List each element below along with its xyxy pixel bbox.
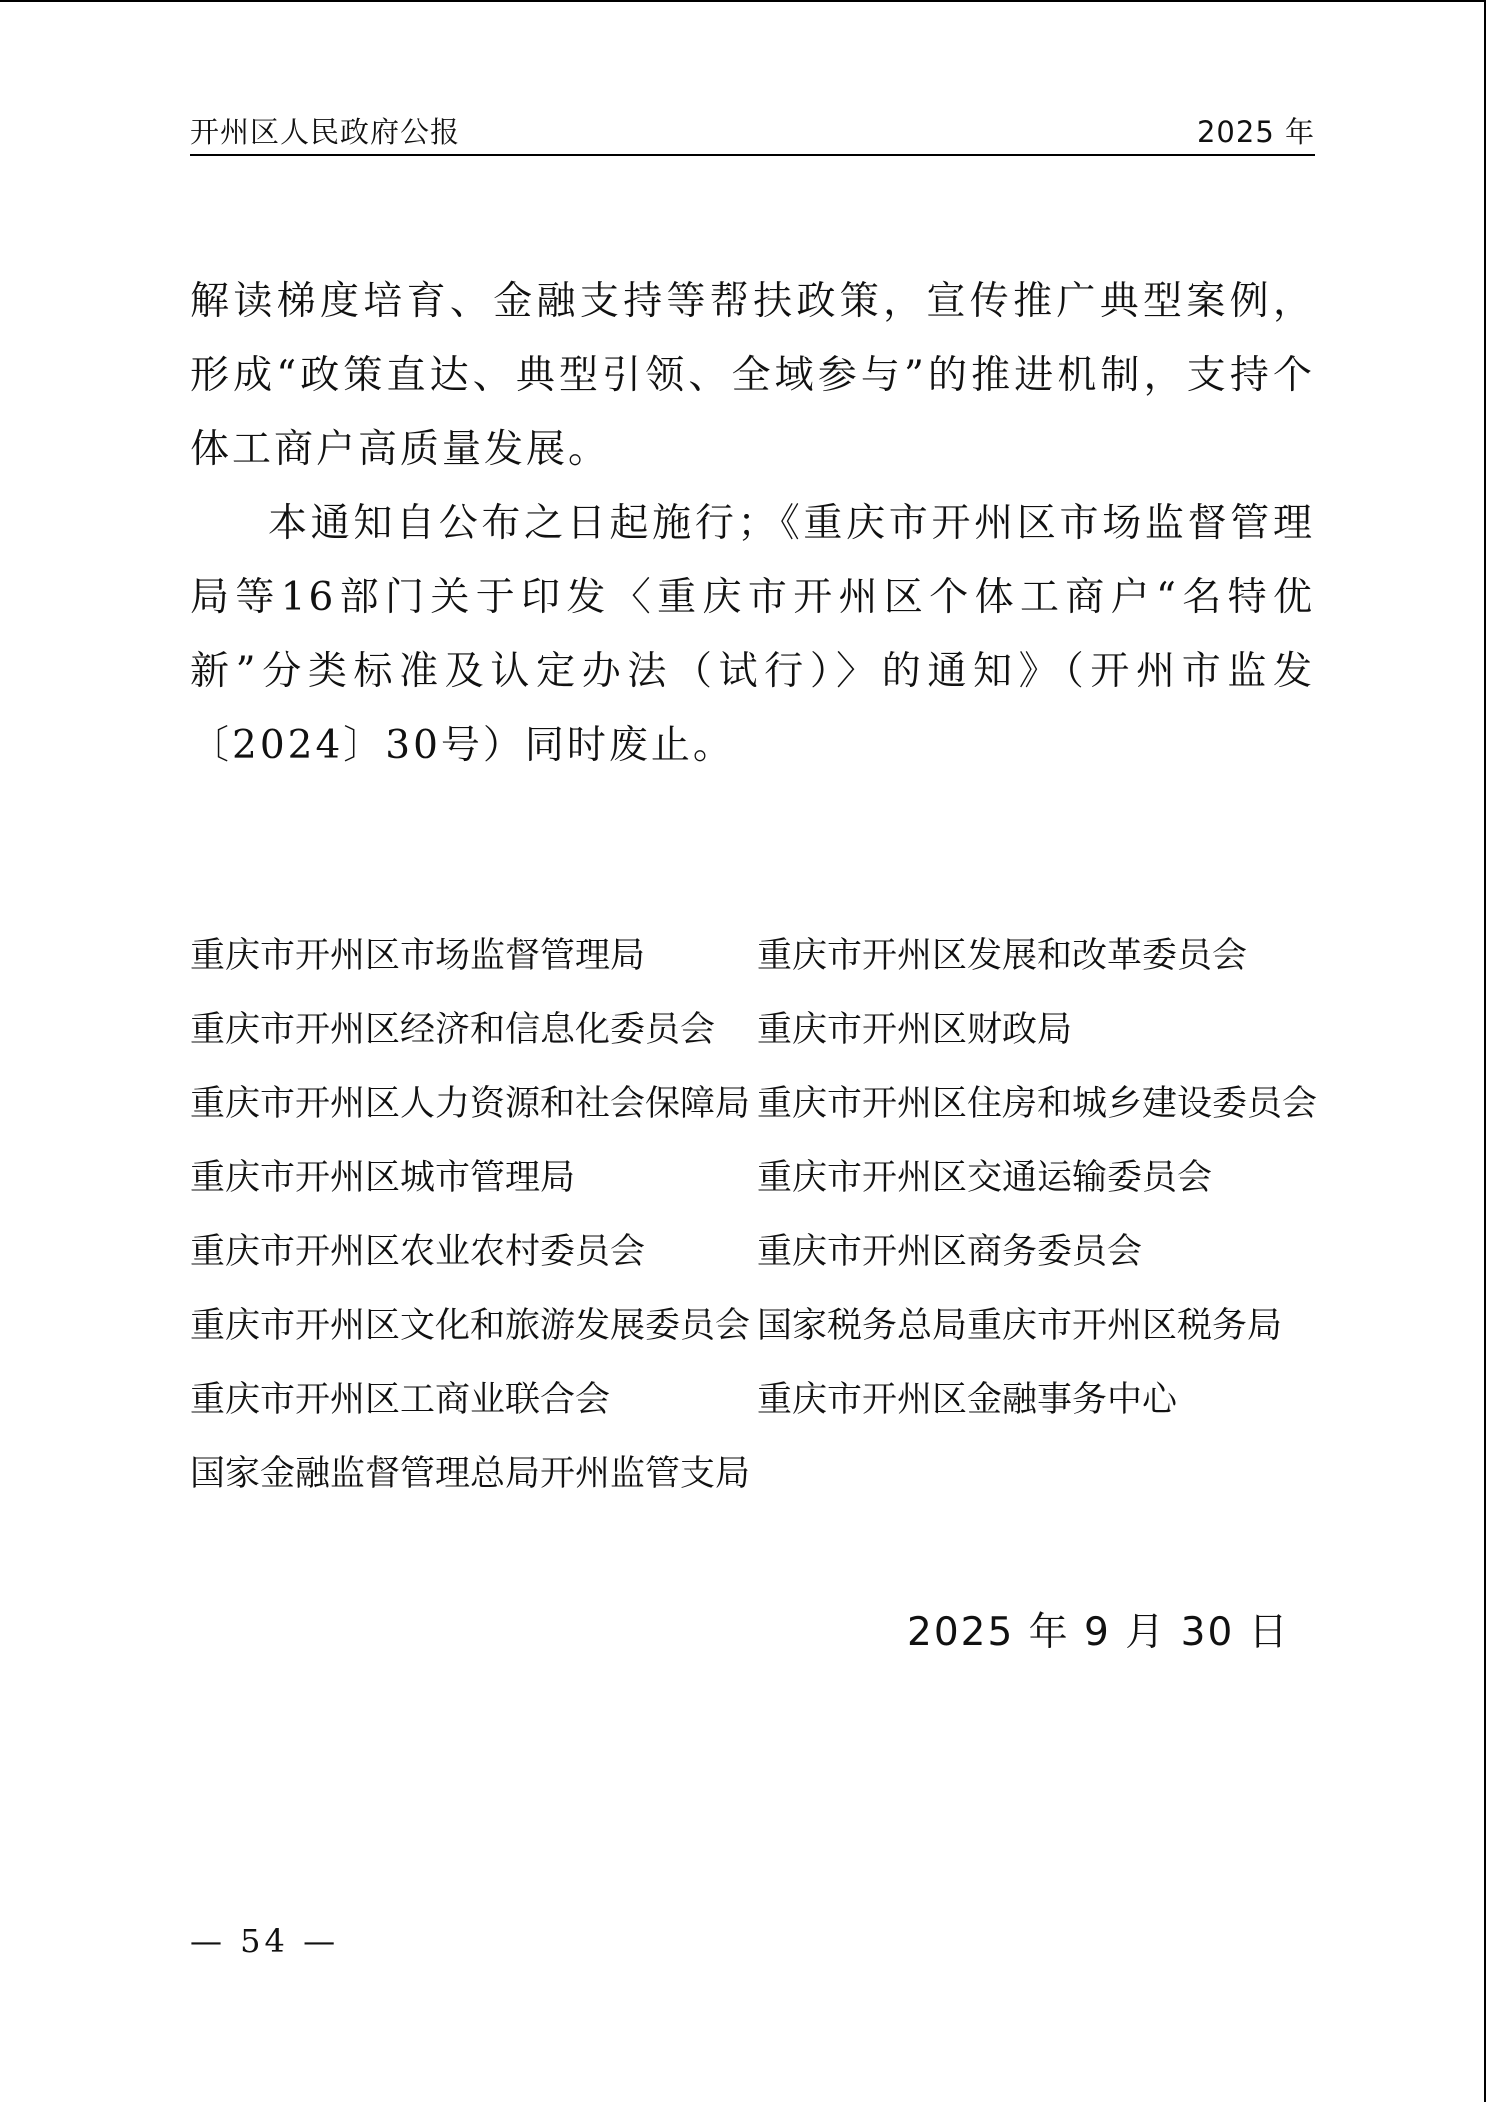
issue-date: 2025 年 9 月 30 日 bbox=[907, 1610, 1290, 1655]
publication-year: 2025 年 bbox=[1196, 115, 1315, 149]
signatory: 重庆市开州区经济和信息化委员会 bbox=[190, 1010, 716, 1050]
signatory-row bbox=[190, 928, 1315, 1002]
signatory: 重庆市开州区商务委员会 bbox=[757, 1232, 1143, 1272]
page-header bbox=[190, 108, 1315, 156]
signatory: 重庆市开州区工商业联合会 bbox=[190, 1380, 611, 1420]
signatory-row bbox=[190, 1002, 1315, 1076]
signatory-row bbox=[190, 1446, 1315, 1520]
signatory-row bbox=[190, 1150, 1315, 1224]
signatory: 重庆市开州区人力资源和社会保障局 bbox=[190, 1084, 751, 1124]
page-number: — 54 — bbox=[190, 1922, 340, 1960]
signatory: 国家金融监督管理总局开州监管支局 bbox=[190, 1454, 751, 1494]
signatory: 重庆市开州区金融事务中心 bbox=[757, 1380, 1178, 1420]
signatory: 重庆市开州区城市管理局 bbox=[190, 1158, 576, 1198]
body-paragraph-1: 解读梯度培育、金融支持等帮扶政策，宣传推广典型案例，形成“政策直达、典型引领、全域参与”的推进机制，支持个体工商户高质量发展。 bbox=[190, 279, 1315, 472]
signatory-list bbox=[190, 928, 1318, 1520]
signatory-row bbox=[190, 1224, 1315, 1298]
body-text bbox=[190, 265, 1315, 783]
signatory: 重庆市开州区交通运输委员会 bbox=[757, 1158, 1213, 1198]
signatory-row bbox=[190, 1076, 1318, 1150]
signatory: 重庆市开州区农业农村委员会 bbox=[190, 1232, 646, 1272]
signatory-row bbox=[190, 1372, 1315, 1446]
signatory: 重庆市开州区发展和改革委员会 bbox=[757, 936, 1248, 976]
signatory: 重庆市开州区财政局 bbox=[757, 1010, 1073, 1050]
signatory: 重庆市开州区住房和城乡建设委员会 bbox=[757, 1084, 1318, 1124]
body-paragraph-2: 本通知自公布之日起施行；《重庆市开州区市场监督管理局等16部门关于印发〈重庆市开州区个体工商户“名特优新”分类标准及认定办法（试行）〉的通知》（开州市监发〔2024〕30号）同时废止。 bbox=[190, 501, 1315, 768]
signatory: 国家税务总局重庆市开州区税务局 bbox=[757, 1306, 1283, 1346]
publication-title: 开州区人民政府公报 bbox=[190, 115, 461, 149]
signatory-row bbox=[190, 1298, 1315, 1372]
signatory: 重庆市开州区市场监督管理局 bbox=[190, 936, 646, 976]
signatory: 重庆市开州区文化和旅游发展委员会 bbox=[190, 1306, 751, 1346]
